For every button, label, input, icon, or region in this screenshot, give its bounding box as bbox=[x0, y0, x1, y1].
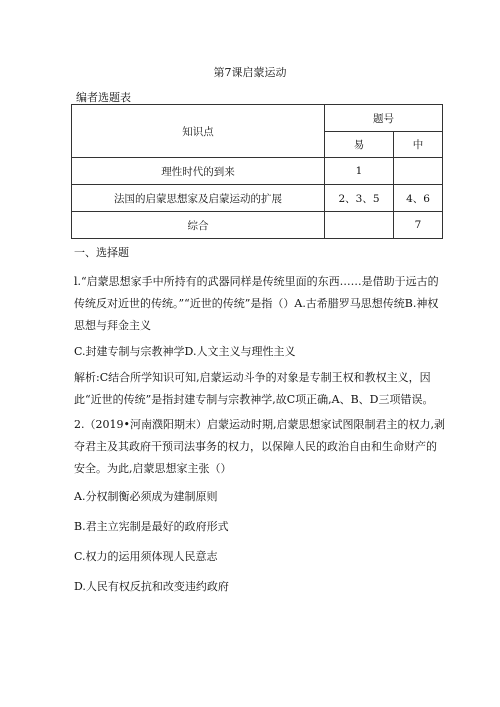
header-easy: 易 bbox=[325, 132, 394, 158]
medium-cell bbox=[394, 158, 443, 185]
topic-cell: 理性时代的到来 bbox=[72, 158, 325, 185]
easy-cell: 1 bbox=[325, 158, 394, 185]
header-knowledge-point: 知识点 bbox=[72, 105, 325, 158]
topic-cell: 综合 bbox=[72, 212, 325, 239]
option-d: D.人民有权反抗和改变违约政府 bbox=[74, 580, 229, 593]
medium-cell: 4、6 bbox=[394, 185, 443, 212]
question-content bbox=[74, 242, 446, 598]
easy-cell: 2、3、5 bbox=[325, 185, 394, 212]
table-caption: 编者选题表 bbox=[76, 91, 131, 104]
easy-cell bbox=[325, 212, 394, 239]
header-question-number: 题号 bbox=[325, 105, 443, 132]
table-row bbox=[72, 158, 443, 185]
option-b: B.君主立宪制是最好的政府形式 bbox=[74, 520, 229, 533]
question-1-analysis: 解析:C结合所学知识可知,启蒙运动斗争的对象是专制王权和教权主义，因此“近世的传统”是指封建专制与宗教神学,故C项正确,A、B、D三项错误。 bbox=[74, 371, 434, 406]
table-row bbox=[72, 212, 443, 239]
section-title: 一、选择题 bbox=[74, 246, 129, 259]
question-selection-table bbox=[71, 104, 443, 239]
table-row bbox=[72, 185, 443, 212]
question-1-text: l.“启蒙思想家手中所持有的武器同样是传统里面的东西……是借助于远古的传统反对近世的传统。”“近世的传统”是指（）A.古希腊罗马思想传统B.神权思想与拜金主义 bbox=[74, 275, 439, 332]
question-1-options: C.封建专制与宗教神学D.人文主义与理性主义 bbox=[74, 345, 296, 358]
header-medium: 中 bbox=[394, 132, 443, 158]
topic-cell: 法国的启蒙思想家及启蒙运动的扩展 bbox=[72, 185, 325, 212]
medium-cell: 7 bbox=[394, 212, 443, 239]
table-header-row bbox=[72, 105, 443, 132]
option-a: A.分权制衡必须成为建制原则 bbox=[74, 490, 218, 503]
question-2-text: 2.（2019•河南濮阳期末）启蒙运动时期,启蒙思想家试图限制君主的权力,剥夺君主及其政府干预司法事务的权力，以保障人民的政治自由和生命财产的安全。为此,启蒙思想家主张（） bbox=[74, 418, 445, 475]
page-title: 第7课启蒙运动 bbox=[213, 66, 287, 79]
option-c: C.权力的运用须体现人民意志 bbox=[74, 550, 218, 563]
